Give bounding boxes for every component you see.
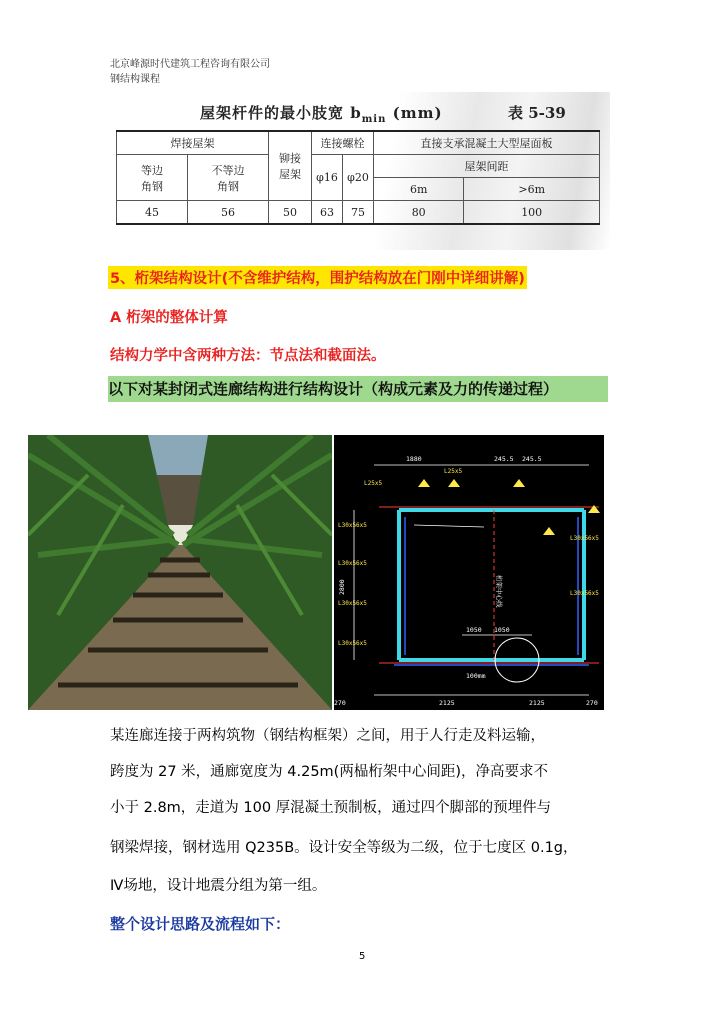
corridor-section-drawing [334, 435, 604, 710]
table-header-spacing: 屋架间距 [374, 155, 600, 178]
table-header-phi16: φ16 [312, 155, 343, 201]
table-scan-image [110, 92, 610, 250]
section-heading-a: A 桁架的整体计算 [110, 310, 228, 326]
min-leg-width-table [116, 130, 600, 225]
table-number: 表 5-39 [508, 104, 566, 122]
cad-bottom-dim: 2125 [529, 699, 545, 707]
cad-top-dim: 245.5 [494, 455, 514, 463]
cad-mid-dim: 1050 [466, 626, 482, 634]
cad-left-label: L30x56x5 [338, 560, 367, 567]
header-course: 钢结构课程 [110, 74, 160, 85]
cad-edge-dim: 270 [586, 699, 598, 707]
table-header-unequal: 不等边 角钢 [188, 155, 269, 201]
cad-right-label: L30x56x5 [570, 535, 599, 542]
cad-right-label: L30x56x5 [570, 590, 599, 597]
cad-top-dim: 1880 [406, 455, 422, 463]
table-title: 屋架杆件的最小肢宽 $b_{min}$ (mm) [200, 104, 443, 125]
design-flow-heading: 整个设计思路及流程如下： [110, 915, 291, 933]
table-cell: 100 [464, 201, 600, 225]
cad-plate-label: 100mm [466, 672, 486, 680]
cad-bottom-dim: 2125 [439, 699, 455, 707]
table-cell: 80 [374, 201, 464, 225]
header-company: 北京峰源时代建筑工程咨询有限公司 [110, 59, 270, 70]
table-header-6m: 6m [374, 178, 464, 201]
cad-mid-dim: 1050 [494, 626, 510, 634]
table-header-gt6m: >6m [464, 178, 600, 201]
body-paragraph-line: 小于 2.8m，走道为 100 厚混凝土预制板，通过四个脚部的预埋件与 [110, 800, 552, 816]
table-cell: 56 [188, 201, 269, 225]
cad-edge-dim: 270 [334, 699, 346, 707]
table-header-equal: 等边 角钢 [117, 155, 188, 201]
table-cell: 63 [312, 201, 343, 225]
table-header-direct: 直接支承混凝土大型屋面板 [374, 131, 600, 155]
cad-top-dim: 245.5 [522, 455, 542, 463]
body-paragraph-line: 某连廊连接于两构筑物（钢结构框架）之间，用于人行走及料运输， [110, 728, 545, 744]
table-header-phi20: φ20 [343, 155, 374, 201]
table-cell: 75 [343, 201, 374, 225]
table-header-weld: 焊接屋架 [117, 131, 269, 155]
cad-center-label: 桁架中心线 [495, 575, 503, 608]
body-paragraph-line: Ⅳ场地，设计地震分组为第一组。 [110, 878, 327, 894]
table-cell: 50 [269, 201, 312, 225]
body-paragraph-line: 钢梁焊接，钢材选用 Q235B。设计安全等级为二级，位于七度区 0.1g， [110, 840, 578, 856]
intro-heading: 以下对某封闭式连廊结构进行结构设计（构成元素及力的传递过程） [108, 376, 608, 402]
table-cell: 45 [117, 201, 188, 225]
cad-height-dim: 2800 [338, 579, 346, 595]
table-header-rivet: 铆接 屋架 [269, 131, 312, 201]
table-header-bolt: 连接螺栓 [312, 131, 374, 155]
cad-left-label: L30x56x5 [338, 600, 367, 607]
page-number: 5 [359, 951, 366, 962]
body-paragraph-line: 跨度为 27 米，通廊宽度为 4.25m(两榀桁架中心间距)，净高要求不 [110, 764, 548, 780]
corridor-photo [28, 435, 332, 710]
cad-right-label: L25x5 [444, 468, 463, 475]
cad-left-label: L30x56x5 [338, 522, 367, 529]
mechanics-methods-heading: 结构力学中含两种方法：节点法和截面法。 [110, 348, 386, 364]
section-heading-5: 5、桁架结构设计(不含维护结构，围护结构放在门刚中详细讲解) [108, 266, 527, 289]
cad-left-label: L25x5 [364, 480, 383, 487]
cad-left-label: L30x56x5 [338, 640, 367, 647]
